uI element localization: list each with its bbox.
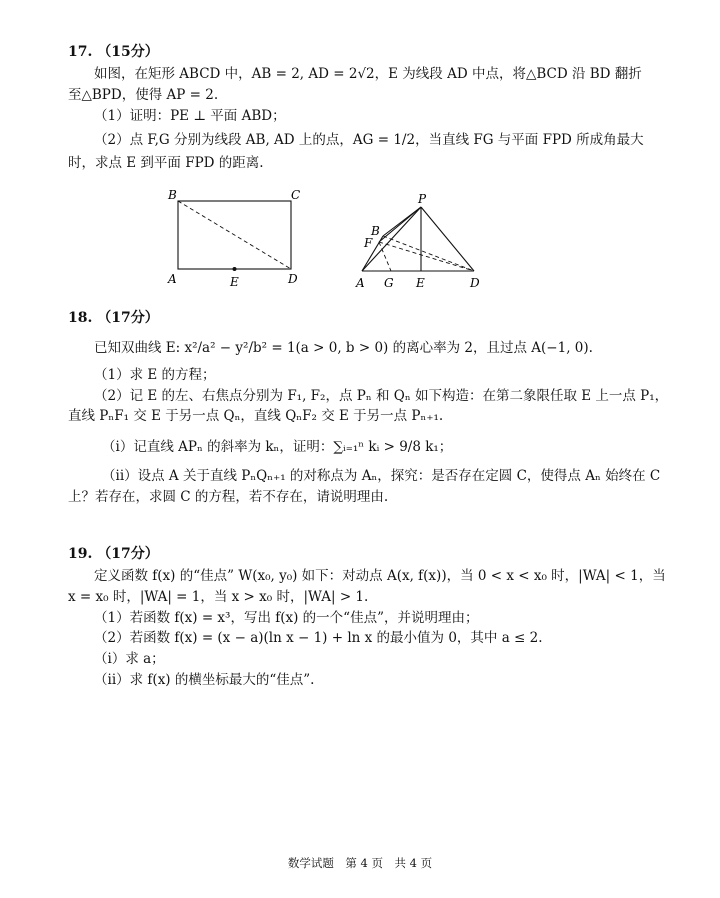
problem-18-text: 上？若存在，求圆 C 的方程，若不存在，请说明理由. xyxy=(68,489,389,506)
label-b: B xyxy=(371,224,380,238)
problem-18-part-1: （1）求 E 的方程； xyxy=(94,366,216,383)
problem-17-text: 如图，在矩形 ABCD 中，AB = 2, AD = 2√2，E 为线段 AD 中点，将△BCD 沿 BD 翻折 xyxy=(94,65,642,82)
problem-18-part-2-ii: （ii）设点 A 关于直线 PₙQₙ₊₁ 的对称点为 Aₙ，探究：是否存在定圆 C，使得点 Aₙ 始终在 C xyxy=(102,468,661,485)
problem-18-part-2-i: （i）记直线 APₙ 的斜率为 kₙ，证明：∑ᵢ₌₁ⁿ kᵢ > 9/8 k₁； xyxy=(102,439,453,456)
label-e: E xyxy=(416,276,425,290)
label-b: B xyxy=(168,188,177,202)
label-g: G xyxy=(384,276,394,290)
problem-18-text: 已知双曲线 E: x²/a² − y²/b² = 1(a > 0, b > 0) 的离心率为 2，且过点 A(−1, 0). xyxy=(94,339,593,356)
label-f: F xyxy=(364,236,373,250)
problem-17-text: 至△BPD，使得 AP = 2. xyxy=(68,86,219,103)
problem-18 xyxy=(68,308,669,508)
problem-17-part-1: （1）证明：PE ⊥ 平面 ABD； xyxy=(94,107,286,124)
label-d: D xyxy=(470,276,480,290)
label-d: D xyxy=(288,272,298,286)
problem-19-part-1: （1）若函数 f(x) = x³，写出 f(x) 的一个“佳点”，并说明理由； xyxy=(94,609,479,626)
problem-19 xyxy=(68,544,666,691)
problem-19-text: x = x₀ 时，|WA| = 1，当 x > x₀ 时，|WA| > 1. xyxy=(68,588,369,605)
problem-17-title: 17. （15分） xyxy=(68,44,159,60)
label-c: C xyxy=(291,188,301,202)
problem-19-text: 定义函数 f(x) 的“佳点” W(x₀, y₀) 如下：对动点 A(x, f(x))，当 0 < x < x₀ 时，|WA| < 1，当 xyxy=(94,567,666,584)
problem-17-part-2: （2）点 F,G 分别为线段 AB, AD 上的点，AG = 1/2，当直线 FG 与平面 FPD 所成角最大 xyxy=(94,132,644,149)
figure-rectangle xyxy=(160,186,310,292)
figure-pyramid xyxy=(350,190,490,294)
label-p: P xyxy=(418,192,427,206)
label-e: E xyxy=(230,275,239,289)
problem-18-text: 直线 PₙF₁ 交 E 于另一点 Qₙ，直线 QₙF₂ 交 E 于另一点 Pₙ₊₁. xyxy=(68,408,444,425)
problem-19-part-2-ii: （ii）求 f(x) 的横坐标最大的“佳点”. xyxy=(94,672,315,689)
problem-19-part-2-i: （i）求 a； xyxy=(94,651,165,668)
problem-17-text: 时，求点 E 到平面 FPD 的距离. xyxy=(68,155,264,172)
label-a: A xyxy=(168,272,177,286)
problem-17 xyxy=(68,42,652,174)
problem-19-title: 19. （17分） xyxy=(68,546,159,562)
page-footer: 数学试题 第 4 页 共 4 页 xyxy=(287,856,433,870)
problem-18-title: 18. （17分） xyxy=(68,310,159,326)
problem-19-part-2: （2）若函数 f(x) = (x − a)(ln x − 1) + ln x 的最小值为 0，其中 a ≤ 2. xyxy=(94,630,543,647)
problem-18-part-2: （2）记 E 的左、右焦点分别为 F₁, F₂，点 Pₙ 和 Qₙ 如下构造：在第二象限任取 E 上一点 P₁， xyxy=(94,387,669,404)
label-a: A xyxy=(356,276,365,290)
